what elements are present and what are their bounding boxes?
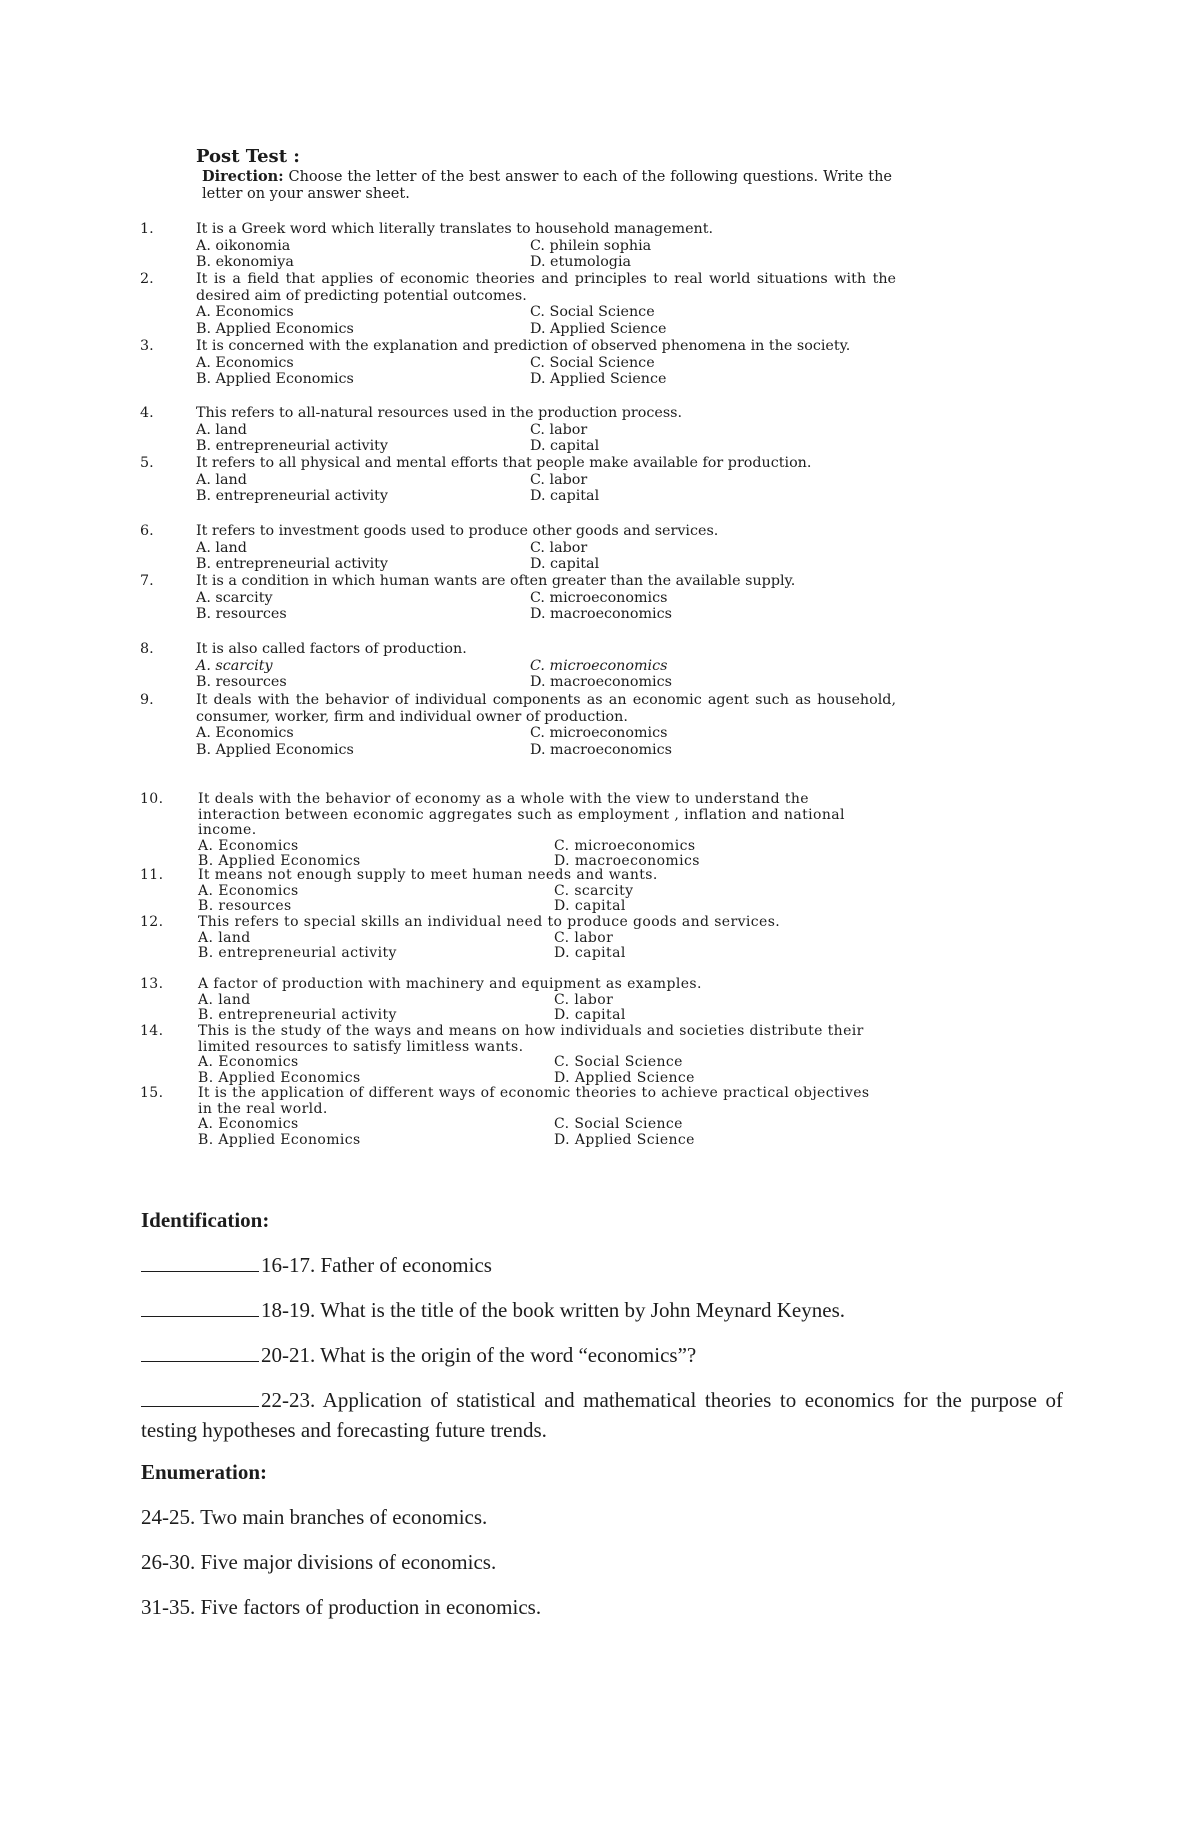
option-a: A. Economics	[196, 725, 294, 741]
option-a: A. Economics	[196, 354, 294, 371]
question-options	[198, 1117, 900, 1148]
option-c: C. microeconomics	[530, 589, 668, 606]
option-d: D. capital	[554, 945, 626, 961]
option-b: B. Applied Economics	[198, 853, 361, 869]
question-options	[198, 839, 900, 870]
question-stem: It is a condition in which human wants are often greater than the available supply.	[196, 573, 796, 589]
question-options	[196, 590, 900, 623]
question-stem: It refers to investment goods used to produce other goods and services.	[196, 523, 719, 539]
option-a: A. Economics	[196, 304, 294, 320]
question-number: 15.	[140, 1085, 164, 1101]
question-options	[196, 238, 900, 271]
option-a: A. land	[196, 471, 247, 488]
question-options	[196, 725, 900, 758]
option-c: C. labor	[530, 471, 588, 488]
answer-blank[interactable]	[141, 1253, 259, 1272]
enumeration-item: 26-30. Five major divisions of economics.	[141, 1550, 497, 1574]
answer-blank[interactable]	[141, 1343, 259, 1362]
question-item	[140, 338, 900, 388]
option-b: B. Applied Economics	[196, 741, 354, 758]
identification-item-text: 22-23. Application of statistical and mathematical theories to economics for the purpose of testing hypotheses and forecasting future trends.	[141, 1388, 1063, 1442]
option-b: B. entrepreneurial activity	[196, 488, 388, 504]
option-a: A. scarcity	[196, 589, 273, 606]
identification-section	[141, 1205, 1071, 1445]
option-d: D. capital	[554, 898, 626, 914]
question-number: 7.	[140, 573, 154, 589]
option-c: C. Social Science	[554, 1116, 683, 1132]
question-number: 4.	[140, 405, 154, 421]
question-number: 2.	[140, 271, 154, 287]
direction-label: Direction:	[202, 168, 284, 185]
enumeration-section	[141, 1457, 1071, 1622]
option-c: C. labor	[554, 991, 614, 1008]
option-c: C. Social Science	[530, 354, 655, 371]
question-number: 11.	[140, 867, 164, 883]
question-item	[140, 1086, 900, 1148]
identification-item-text: 16-17. Father of economics	[261, 1253, 492, 1277]
question-stem: It means not enough supply to meet human needs and wants.	[198, 867, 658, 883]
option-c: C. microeconomics	[530, 725, 668, 741]
question-stem: It deals with the behavior of economy as a whole with the view to understand the interaction between economic aggregates such as employment , inflation and national income.	[198, 791, 845, 838]
enumeration-heading: Enumeration:	[141, 1460, 267, 1484]
option-b: B. entrepreneurial activity	[198, 945, 397, 961]
identification-item	[141, 1340, 1071, 1370]
question-item	[140, 271, 900, 337]
question-number: 3.	[140, 338, 154, 354]
question-number: 9.	[140, 692, 154, 708]
question-number: 8.	[140, 641, 154, 657]
question-stem: This refers to special skills an individual need to produce goods and services.	[198, 914, 781, 930]
option-d: D. Applied Science	[554, 1069, 695, 1086]
question-options	[196, 304, 900, 337]
question-number: 1.	[140, 221, 154, 237]
option-a: A. Economics	[198, 1054, 299, 1070]
question-number: 13.	[140, 976, 164, 992]
option-a: A. land	[198, 929, 251, 946]
option-d: D. etumologia	[530, 254, 632, 270]
option-b: B. ekonomiya	[196, 254, 294, 270]
option-b: B. entrepreneurial activity	[198, 1007, 397, 1023]
question-stem: It refers to all physical and mental efforts that people make available for production.	[196, 455, 812, 471]
option-c: C. philein sophia	[530, 237, 652, 254]
question-number: 12.	[140, 914, 164, 930]
question-stem: It deals with the behavior of individual components as an economic agent such as household, consumer, worker, firm and individual owner of production.	[196, 692, 896, 725]
option-c: C. microeconomics	[554, 837, 696, 854]
option-d: D. macroeconomics	[554, 853, 700, 869]
question-stem: It is a Greek word which literally translates to household management.	[196, 221, 714, 237]
option-d: D. Applied Science	[554, 1131, 695, 1148]
option-c: C. Social Science	[554, 1054, 683, 1070]
enumeration-item: 31-35. Five factors of production in economics.	[141, 1595, 542, 1619]
identification-item	[141, 1295, 1071, 1325]
question-item	[140, 221, 900, 271]
question-item	[140, 641, 900, 691]
option-b: B. resources	[198, 898, 292, 914]
option-a: A. Economics	[198, 1116, 299, 1132]
question-number: 14.	[140, 1023, 164, 1039]
question-item	[140, 455, 900, 505]
question-stem: It is the application of different ways of economic theories to achieve practical objectives in the real world.	[198, 1085, 870, 1117]
question-item	[140, 405, 900, 455]
question-stem: This is the study of the ways and means on how individuals and societies distribute their limited resources to satisfy limitless wants.	[198, 1023, 864, 1055]
option-d: D. capital	[530, 488, 600, 504]
option-a: A. oikonomia	[196, 237, 291, 254]
post-test-title: Post Test :	[196, 146, 300, 167]
option-b: B. Applied Economics	[196, 320, 354, 337]
question-item	[140, 1024, 900, 1086]
question-options	[198, 1055, 900, 1086]
question-options	[196, 422, 900, 455]
question-stem: It is a field that applies of economic theories and principles to real world situations with the desired aim of predicting potential outcomes.	[196, 271, 896, 304]
option-a: A. scarcity	[196, 657, 273, 674]
option-c: C. microeconomics	[530, 657, 668, 674]
question-options	[196, 472, 900, 505]
question-item	[140, 573, 900, 623]
option-b: B. resources	[196, 606, 287, 622]
option-c: C. Social Science	[530, 304, 655, 320]
question-options	[196, 658, 900, 691]
question-stem: A factor of production with machinery and equipment as examples.	[198, 976, 702, 992]
question-item	[140, 792, 900, 870]
option-b: B. entrepreneurial activity	[196, 438, 388, 454]
question-stem: It is concerned with the explanation and prediction of observed phenomena in the society.	[196, 338, 851, 354]
option-c: C. labor	[554, 929, 614, 946]
question-item	[140, 915, 900, 962]
option-d: D. capital	[554, 1007, 626, 1023]
option-a: A. land	[198, 991, 251, 1008]
question-number: 5.	[140, 455, 154, 471]
answer-blank[interactable]	[141, 1388, 259, 1407]
identification-item	[141, 1250, 1071, 1280]
option-b: B. Applied Economics	[198, 1131, 361, 1148]
identification-item-text: 18-19. What is the title of the book written by John Meynard Keynes.	[261, 1298, 846, 1322]
identification-item-text: 20-21. What is the origin of the word “economics”?	[261, 1343, 697, 1367]
question-options	[198, 993, 900, 1024]
question-number: 10.	[140, 791, 164, 807]
option-b: B. Applied Economics	[196, 371, 354, 387]
option-b: B. Applied Economics	[198, 1069, 361, 1086]
option-d: D. macroeconomics	[530, 674, 672, 690]
option-c: C. scarcity	[554, 882, 634, 899]
option-b: B. resources	[196, 674, 287, 690]
option-d: D. capital	[530, 438, 600, 454]
question-stem: This refers to all-natural resources used in the production process.	[196, 405, 683, 421]
question-options	[196, 540, 900, 573]
question-options	[198, 884, 900, 915]
identification-heading: Identification:	[141, 1208, 270, 1232]
option-d: D. macroeconomics	[530, 606, 672, 622]
enumeration-item: 24-25. Two main branches of economics.	[141, 1505, 488, 1529]
question-item	[140, 868, 900, 915]
option-d: D. macroeconomics	[530, 741, 672, 758]
option-a: A. land	[196, 539, 247, 556]
question-options	[198, 931, 900, 962]
question-number: 6.	[140, 523, 154, 539]
option-c: C. labor	[530, 421, 588, 438]
question-options	[196, 355, 900, 388]
question-item	[140, 523, 900, 573]
option-d: D. capital	[530, 556, 600, 572]
option-d: D. Applied Science	[530, 320, 667, 337]
question-item	[140, 692, 900, 758]
identification-item	[141, 1385, 1063, 1445]
question-stem: It is also called factors of production.	[196, 641, 467, 657]
answer-blank[interactable]	[141, 1298, 259, 1317]
option-a: A. land	[196, 421, 247, 438]
option-c: C. labor	[530, 539, 588, 556]
option-b: B. entrepreneurial activity	[196, 556, 388, 572]
option-a: A. Economics	[198, 837, 299, 854]
direction-body: Choose the letter of the best answer to each of the following questions. Write the letter on your answer sheet.	[202, 169, 892, 202]
option-d: D. Applied Science	[530, 371, 667, 387]
question-item	[140, 977, 900, 1024]
option-a: A. Economics	[198, 882, 299, 899]
direction-text	[202, 168, 892, 203]
